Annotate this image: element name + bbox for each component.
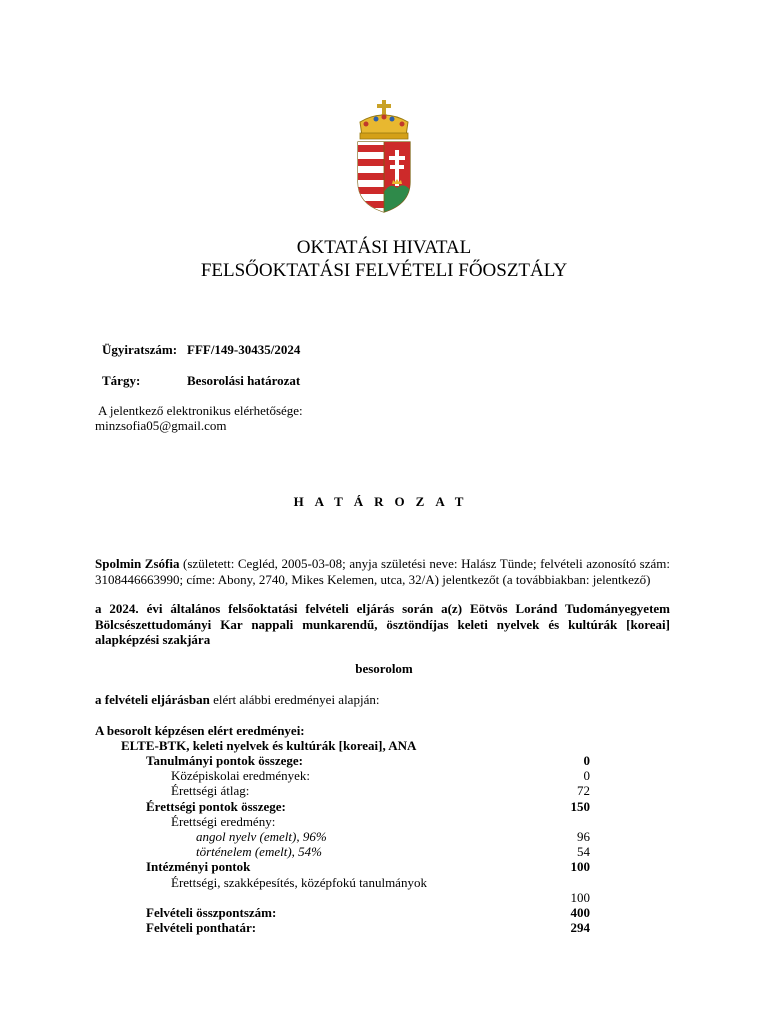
program-line3: alapképzési szakjára bbox=[95, 632, 211, 647]
contact-email: minzsofia05@gmail.com bbox=[95, 418, 227, 433]
result-label: Tanulmányi pontok összege: bbox=[146, 753, 303, 768]
basis-text bbox=[95, 692, 379, 708]
basis-bold: a felvételi eljárásban bbox=[95, 692, 210, 707]
results-heading: A besorolt képzésen elért eredményei: bbox=[95, 723, 305, 738]
result-label: Felvételi összpontszám: bbox=[146, 905, 277, 920]
applicant-paragraph bbox=[95, 556, 670, 587]
result-value: 400 bbox=[570, 905, 590, 920]
subject-value: Besorolási határozat bbox=[187, 373, 301, 388]
contact-label: A jelentkező elektronikus elérhetősége: bbox=[98, 403, 303, 418]
result-row bbox=[0, 890, 768, 905]
result-row bbox=[0, 799, 768, 814]
result-row bbox=[0, 844, 768, 859]
result-label: angol nyelv (emelt), 96% bbox=[196, 829, 327, 844]
result-label: Érettségi pontok összege: bbox=[146, 799, 286, 814]
document-title: HATÁROZAT bbox=[293, 494, 475, 509]
department-name: FELSŐOKTATÁSI FELVÉTELI FŐOSZTÁLY bbox=[200, 260, 568, 281]
result-value: 100 bbox=[570, 890, 590, 905]
result-value: 54 bbox=[577, 844, 590, 859]
program-line1: a 2024. évi általános felsőoktatási felvételi eljárás során a(z) Eötvös Loránd Tudományegyetem bbox=[95, 601, 670, 616]
result-row bbox=[0, 920, 768, 935]
basis-rest: elért alábbi eredményei alapján: bbox=[209, 692, 380, 707]
result-value: 294 bbox=[570, 920, 590, 935]
results-program-name: ELTE-BTK, keleti nyelvek és kultúrák [koreai], ANA bbox=[121, 738, 417, 753]
result-row bbox=[0, 768, 768, 783]
result-value: 150 bbox=[570, 799, 590, 814]
result-value: 96 bbox=[577, 829, 590, 844]
result-label: Érettségi eredmény: bbox=[171, 814, 276, 829]
applicant-details-line1: (született: Cegléd, 2005-03-08; anyja születési neve: Halász Tünde; felvételi azonosító szám: bbox=[179, 556, 670, 571]
decision-word: besorolom bbox=[355, 661, 413, 676]
result-label: Felvételi ponthatár: bbox=[146, 920, 257, 935]
result-value: 0 bbox=[583, 753, 590, 768]
subject-label: Tárgy: bbox=[102, 373, 141, 388]
program-paragraph bbox=[95, 601, 670, 648]
result-label: Érettségi átlag: bbox=[171, 783, 250, 798]
program-line2: Bölcsészettudományi Kar nappali munkarendű, ösztöndíjas keleti nyelvek és kultúrák [koreai] bbox=[95, 616, 670, 632]
result-value: 100 bbox=[570, 859, 590, 874]
case-number-value: FFF/149-30435/2024 bbox=[187, 342, 301, 357]
result-label: Középiskolai eredmények: bbox=[171, 768, 310, 783]
result-value: 72 bbox=[577, 783, 590, 798]
result-row bbox=[0, 753, 768, 768]
result-row bbox=[0, 783, 768, 798]
case-number-label: Ügyiratszám: bbox=[102, 342, 178, 357]
result-row bbox=[0, 829, 768, 844]
result-value: 0 bbox=[583, 768, 590, 783]
applicant-details-line2: 3108446663990; címe: Abony, 2740, Mikes Kelemen, utca, 32/A) jelentkezőt (a továbbiakban: jelentkező) bbox=[95, 571, 651, 587]
org-name: OKTATÁSI HIVATAL bbox=[296, 237, 472, 258]
applicant-name: Spolmin Zsófia bbox=[95, 556, 180, 571]
result-label: Intézményi pontok bbox=[146, 859, 251, 874]
result-label: történelem (emelt), 54% bbox=[196, 844, 322, 859]
result-row bbox=[0, 905, 768, 920]
result-row bbox=[0, 814, 768, 829]
hungarian-coat-of-arms-icon bbox=[354, 100, 414, 214]
result-row bbox=[0, 859, 768, 874]
result-label: Érettségi, szakképesítés, középfokú tanulmányok bbox=[171, 875, 427, 890]
result-row bbox=[0, 875, 768, 890]
